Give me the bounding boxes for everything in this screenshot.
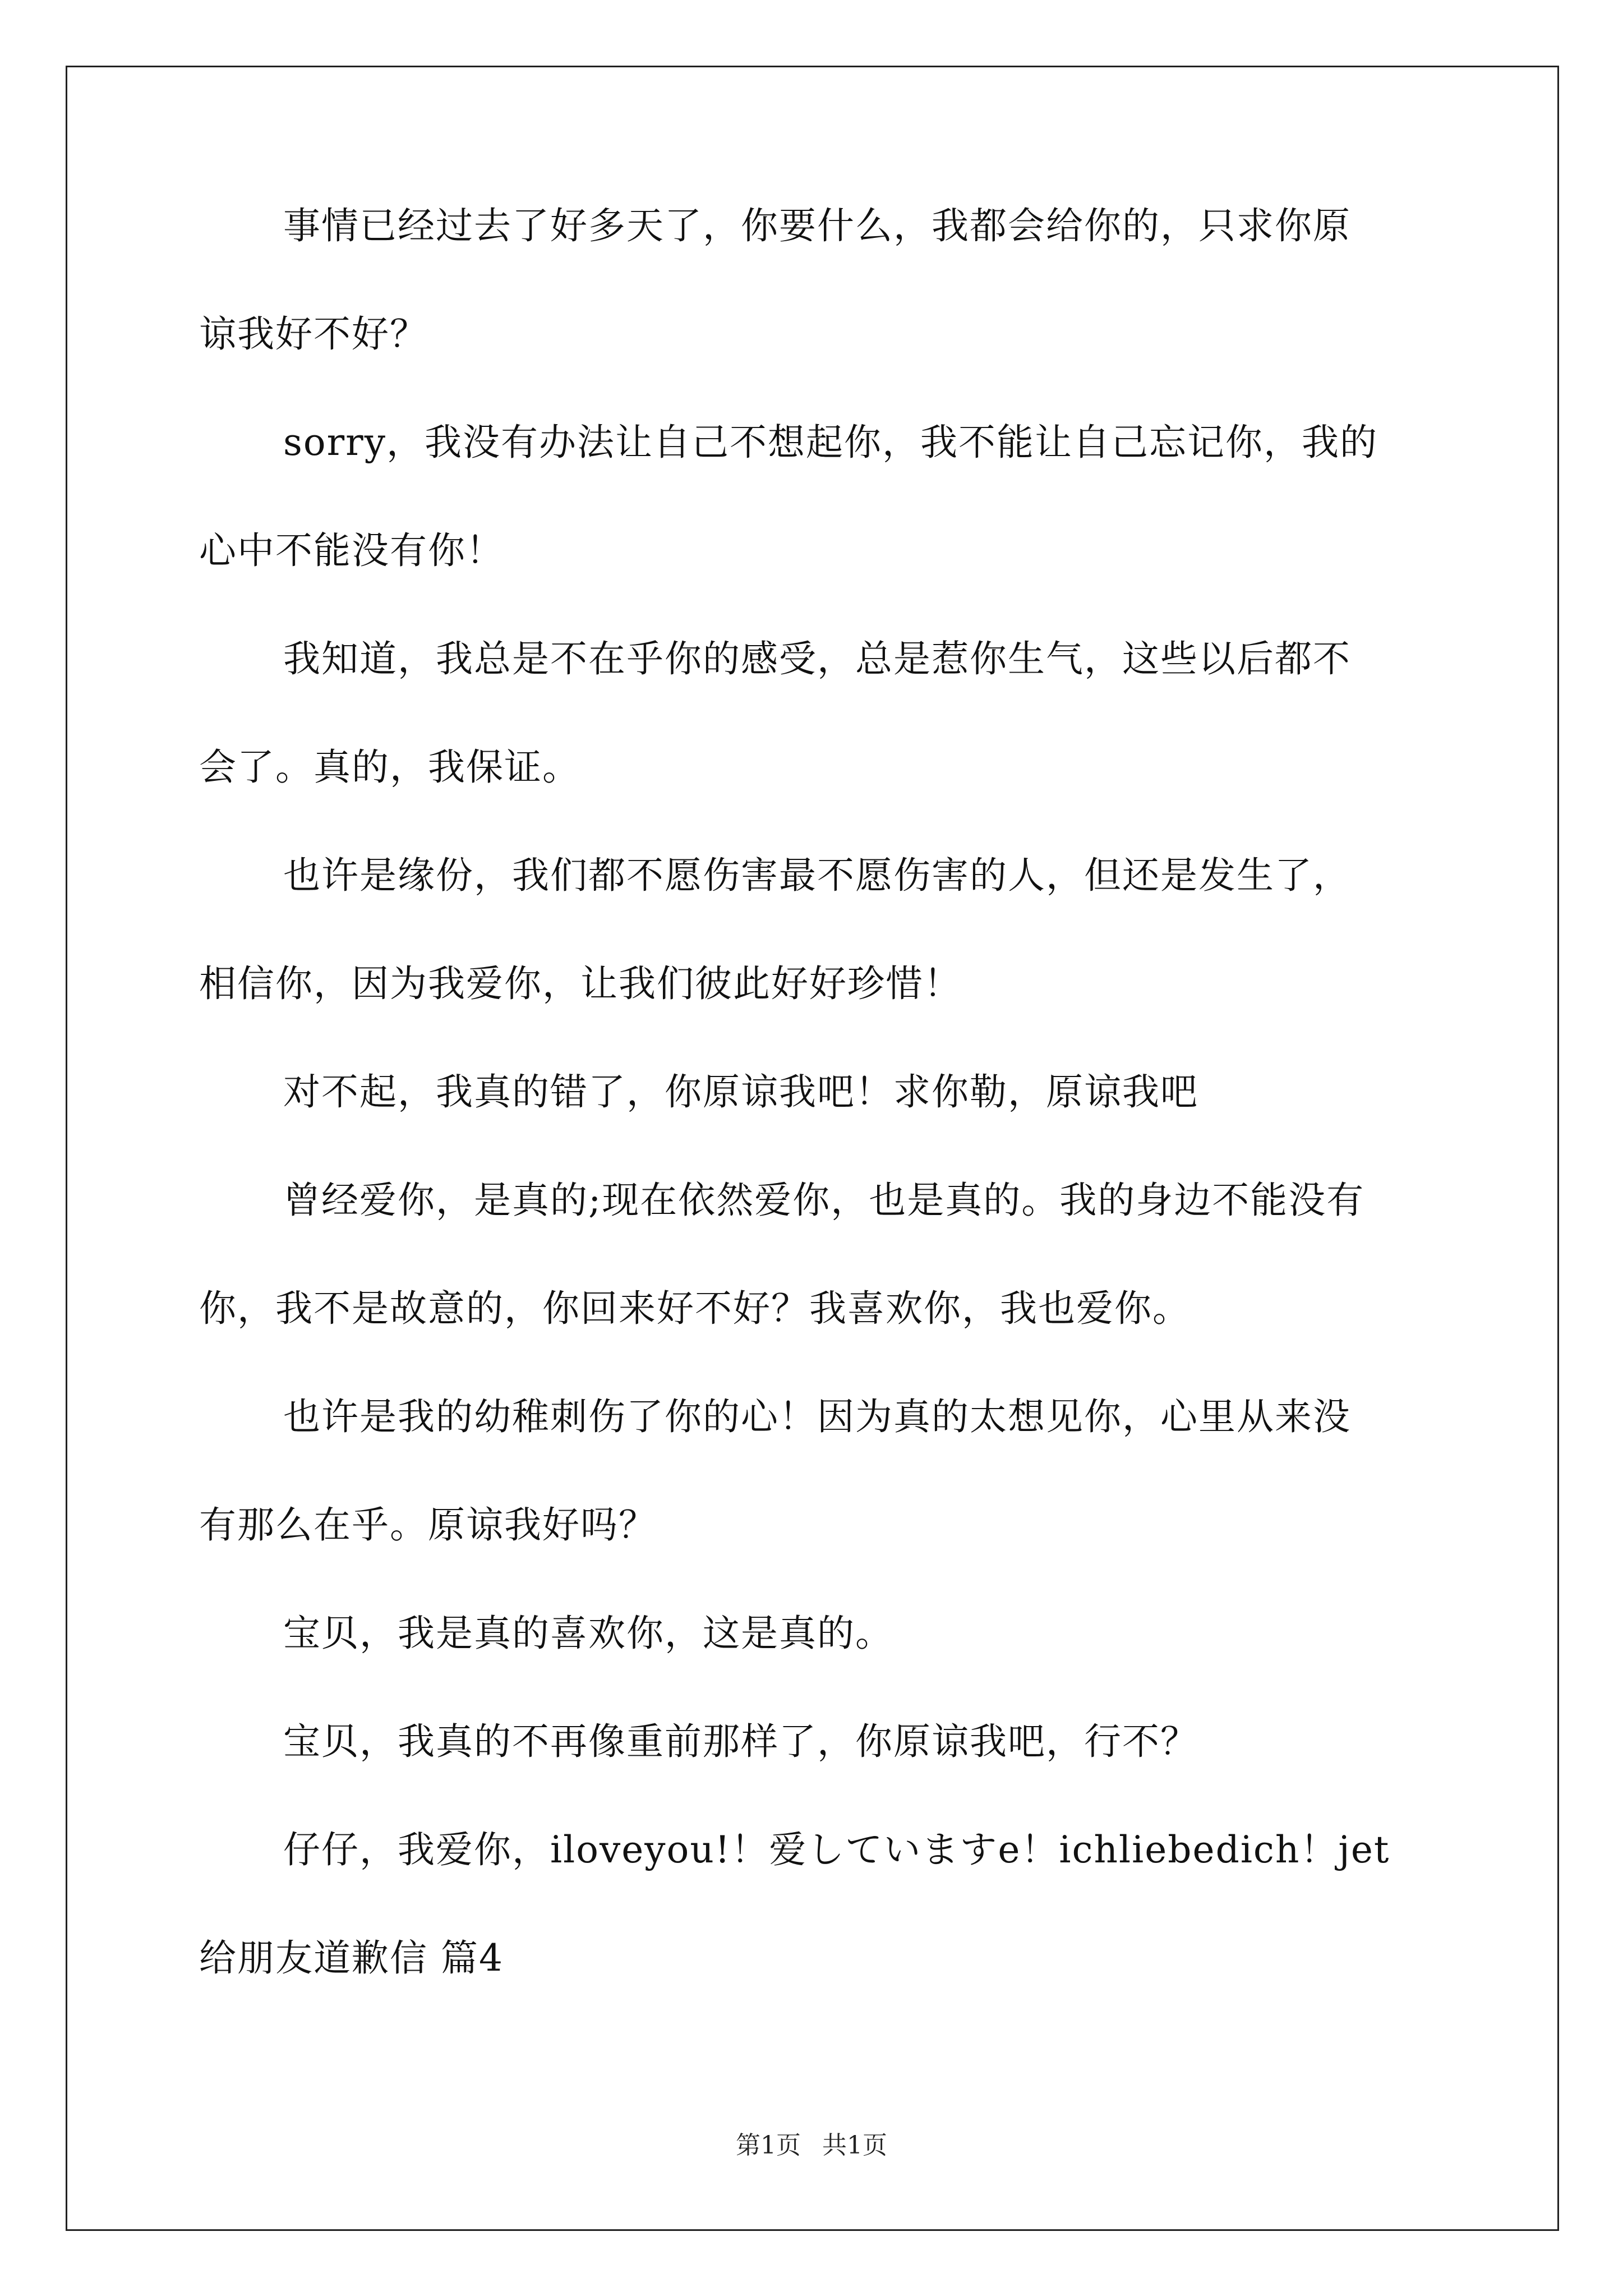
- page-border: [66, 66, 1559, 2231]
- page-number-current: 第1页: [736, 2131, 801, 2160]
- text-line: 心中不能没有你！: [199, 529, 504, 572]
- text-line: 宝贝，我真的不再像重前那样了，你原谅我吧，行不？: [283, 1720, 1198, 1763]
- text-line: 谅我好不好？: [199, 312, 428, 356]
- page-number-total: 共1页: [822, 2131, 887, 2160]
- text-line: 事情已经过去了好多天了，你要什么，我都会给你的，只求你原: [283, 204, 1351, 247]
- text-line: 也许是我的幼稚刺伤了你的心！因为真的太想见你，心里从来没: [283, 1395, 1351, 1438]
- section-heading: 给朋友道歉信 篇4: [199, 1936, 504, 1980]
- text-line: 相信你，因为我爱你，让我们彼此好好珍惜！: [199, 962, 962, 1005]
- text-line: 曾经爱你，是真的;现在依然爱你，也是真的。我的身边不能没有: [283, 1179, 1365, 1222]
- text-line: 宝贝，我是真的喜欢你，这是真的。: [283, 1612, 893, 1655]
- text-line: 你，我不是故意的，你回来好不好？我喜欢你，我也爱你。: [199, 1287, 1191, 1330]
- page-footer: [0, 2132, 1623, 2160]
- text-line: sorry，我没有办法让自己不想起你，我不能让自己忘记你，我的: [283, 421, 1378, 464]
- text-line: 我知道，我总是不在乎你的感受，总是惹你生气，这些以后都不: [283, 637, 1351, 680]
- text-line: 对不起，我真的错了，你原谅我吧！求你勒，原谅我吧: [283, 1070, 1198, 1114]
- text-line: 会了。真的，我保证。: [199, 746, 580, 789]
- text-line: 仔仔，我爱你，iloveyou!！爱していますe！ichliebedich！jet: [283, 1828, 1390, 1871]
- text-line: 也许是缘份，我们都不愿伤害最不愿伤害的人，但还是发生了，: [283, 854, 1351, 897]
- text-line: 有那么在乎。原谅我好吗？: [199, 1503, 657, 1547]
